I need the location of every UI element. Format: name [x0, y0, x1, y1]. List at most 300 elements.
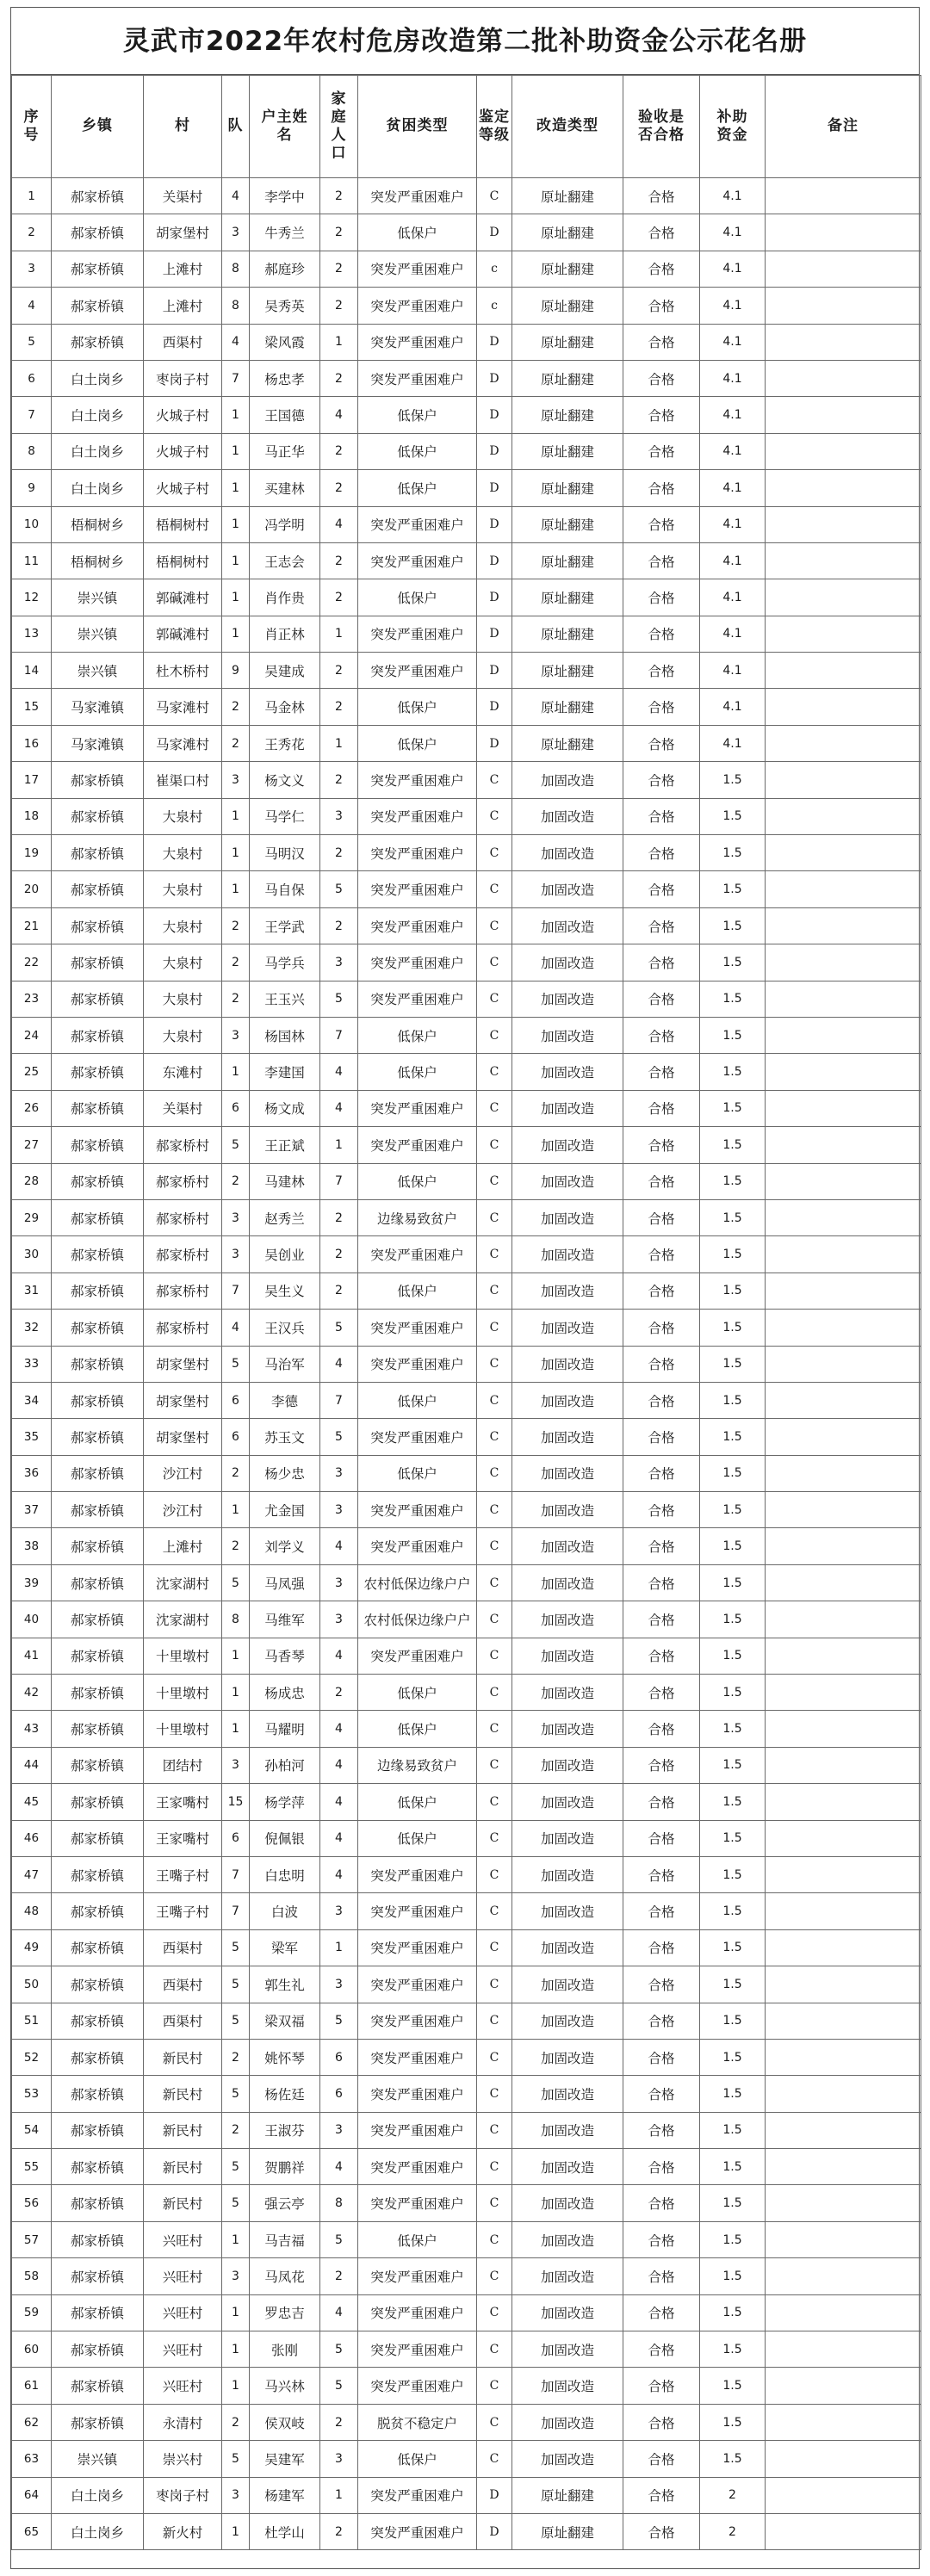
team-cell: 2 — [222, 944, 250, 981]
family-cell: 2 — [320, 1675, 358, 1711]
accepted-cell: 合格 — [623, 1382, 700, 1418]
team-cell: 1 — [222, 506, 250, 542]
renovation-cell: 加固改造 — [512, 1090, 623, 1126]
family-cell: 2 — [320, 542, 358, 579]
table-row — [12, 1638, 921, 1674]
name-cell: 杨国林 — [250, 1017, 320, 1053]
grade-cell: C — [477, 1054, 512, 1090]
remarks-cell — [766, 653, 921, 689]
family-cell: 1 — [320, 725, 358, 761]
team-cell: 5 — [222, 1127, 250, 1163]
seq-cell: 59 — [12, 2294, 52, 2331]
town-cell: 郝家桥镇 — [52, 798, 144, 834]
table-row — [12, 433, 921, 469]
family-cell: 4 — [320, 1747, 358, 1783]
team-cell: 6 — [222, 1382, 250, 1418]
team-cell: 5 — [222, 2185, 250, 2221]
team-cell: 3 — [222, 1747, 250, 1783]
accepted-cell: 合格 — [623, 1675, 700, 1711]
town-cell: 郝家桥镇 — [52, 178, 144, 214]
team-cell: 3 — [222, 1236, 250, 1273]
table-row — [12, 1199, 921, 1235]
subsidy-cell: 4.1 — [700, 288, 766, 324]
remarks-cell — [766, 835, 921, 871]
subsidy-cell: 1.5 — [700, 1455, 766, 1491]
accepted-cell: 合格 — [623, 579, 700, 616]
town-cell: 郝家桥镇 — [52, 2404, 144, 2440]
poverty-cell: 低保户 — [358, 1455, 477, 1491]
town-cell: 白土岗乡 — [52, 470, 144, 506]
town-cell: 郝家桥镇 — [52, 1090, 144, 1126]
village-cell: 大泉村 — [144, 981, 222, 1017]
table-row — [12, 1747, 921, 1783]
town-cell: 郝家桥镇 — [52, 1601, 144, 1638]
remarks-cell — [766, 178, 921, 214]
accepted-cell: 合格 — [623, 1346, 700, 1382]
table-row — [12, 1893, 921, 1929]
renovation-cell: 加固改造 — [512, 762, 623, 798]
seq-cell: 5 — [12, 324, 52, 360]
village-cell: 东滩村 — [144, 1054, 222, 1090]
renovation-cell: 加固改造 — [512, 1784, 623, 1820]
subsidy-cell: 1.5 — [700, 2076, 766, 2112]
village-cell: 梧桐树村 — [144, 506, 222, 542]
header-village: 村 — [144, 76, 222, 178]
village-cell: 沙江村 — [144, 1455, 222, 1491]
accepted-cell: 合格 — [623, 2185, 700, 2221]
village-cell: 兴旺村 — [144, 2221, 222, 2257]
remarks-cell — [766, 360, 921, 396]
poverty-cell: 突发严重困难户 — [358, 1492, 477, 1528]
accepted-cell: 合格 — [623, 1638, 700, 1674]
subsidy-cell: 1.5 — [700, 1382, 766, 1418]
renovation-cell: 加固改造 — [512, 1310, 623, 1346]
subsidy-cell: 1.5 — [700, 835, 766, 871]
seq-cell: 33 — [12, 1346, 52, 1382]
village-cell: 大泉村 — [144, 798, 222, 834]
village-cell: 新民村 — [144, 2076, 222, 2112]
town-cell: 郝家桥镇 — [52, 1966, 144, 2003]
town-cell: 郝家桥镇 — [52, 2076, 144, 2112]
accepted-cell: 合格 — [623, 288, 700, 324]
renovation-cell: 加固改造 — [512, 981, 623, 1017]
accepted-cell: 合格 — [623, 944, 700, 981]
seq-cell: 41 — [12, 1638, 52, 1674]
name-cell: 刘学义 — [250, 1528, 320, 1564]
village-cell: 新民村 — [144, 2149, 222, 2185]
table-row — [12, 506, 921, 542]
team-cell: 2 — [222, 981, 250, 1017]
town-cell: 郝家桥镇 — [52, 1711, 144, 1747]
table-row — [12, 1528, 921, 1564]
renovation-cell: 原址翻建 — [512, 178, 623, 214]
table-row — [12, 1601, 921, 1638]
grade-cell: C — [477, 798, 512, 834]
name-cell: 王国德 — [250, 397, 320, 433]
grade-cell: D — [477, 653, 512, 689]
renovation-cell: 加固改造 — [512, 1382, 623, 1418]
table-row — [12, 1856, 921, 1892]
remarks-cell — [766, 871, 921, 907]
accepted-cell: 合格 — [623, 542, 700, 579]
family-cell: 2 — [320, 2404, 358, 2440]
town-cell: 崇兴镇 — [52, 2441, 144, 2477]
renovation-cell: 加固改造 — [512, 1127, 623, 1163]
table-row — [12, 1455, 921, 1491]
renovation-cell: 加固改造 — [512, 1929, 623, 1966]
renovation-cell: 加固改造 — [512, 871, 623, 907]
poverty-cell: 低保户 — [358, 470, 477, 506]
subsidy-cell: 1.5 — [700, 2039, 766, 2075]
team-cell: 2 — [222, 1528, 250, 1564]
grade-cell: C — [477, 1564, 512, 1601]
poverty-cell: 突发严重困难户 — [358, 288, 477, 324]
remarks-cell — [766, 1054, 921, 1090]
renovation-cell: 加固改造 — [512, 2112, 623, 2148]
grade-cell: C — [477, 835, 512, 871]
name-cell: 马自保 — [250, 871, 320, 907]
family-cell: 6 — [320, 2039, 358, 2075]
name-cell: 王秀花 — [250, 725, 320, 761]
poverty-cell: 突发严重困难户 — [358, 798, 477, 834]
poverty-cell: 突发严重困难户 — [358, 1090, 477, 1126]
table-row — [12, 2258, 921, 2294]
subsidy-cell: 1.5 — [700, 981, 766, 1017]
poverty-cell: 突发严重困难户 — [358, 1966, 477, 2003]
grade-cell: C — [477, 178, 512, 214]
subsidy-cell: 1.5 — [700, 1346, 766, 1382]
remarks-cell — [766, 1455, 921, 1491]
poverty-cell: 农村低保边缘户户 — [358, 1601, 477, 1638]
family-cell: 5 — [320, 2331, 358, 2368]
team-cell: 8 — [222, 251, 250, 287]
remarks-cell — [766, 981, 921, 1017]
seq-cell: 47 — [12, 1856, 52, 1892]
grade-cell: C — [477, 1638, 512, 1674]
name-cell: 马吉福 — [250, 2221, 320, 2257]
town-cell: 郝家桥镇 — [52, 2003, 144, 2039]
poverty-cell: 突发严重困难户 — [358, 1127, 477, 1163]
town-cell: 郝家桥镇 — [52, 981, 144, 1017]
family-cell: 2 — [320, 2514, 358, 2550]
name-cell: 杨建军 — [250, 2477, 320, 2513]
grade-cell: D — [477, 616, 512, 652]
grade-cell: C — [477, 1310, 512, 1346]
family-cell: 3 — [320, 1893, 358, 1929]
poverty-cell: 低保户 — [358, 689, 477, 725]
remarks-cell — [766, 1127, 921, 1163]
team-cell: 1 — [222, 2514, 250, 2550]
team-cell: 2 — [222, 725, 250, 761]
accepted-cell: 合格 — [623, 1273, 700, 1309]
poverty-cell: 突发严重困难户 — [358, 835, 477, 871]
grade-cell: C — [477, 2003, 512, 2039]
renovation-cell: 加固改造 — [512, 1492, 623, 1528]
name-cell: 李德 — [250, 1382, 320, 1418]
town-cell: 郝家桥镇 — [52, 1929, 144, 1966]
renovation-cell: 加固改造 — [512, 1893, 623, 1929]
poverty-cell: 突发严重困难户 — [358, 360, 477, 396]
village-cell: 崇兴村 — [144, 2441, 222, 2477]
village-cell: 兴旺村 — [144, 2294, 222, 2331]
poverty-cell: 突发严重困难户 — [358, 178, 477, 214]
accepted-cell: 合格 — [623, 1711, 700, 1747]
name-cell: 吴生义 — [250, 1273, 320, 1309]
accepted-cell: 合格 — [623, 871, 700, 907]
renovation-cell: 加固改造 — [512, 2185, 623, 2221]
remarks-cell — [766, 251, 921, 287]
table-row — [12, 1929, 921, 1966]
accepted-cell: 合格 — [623, 725, 700, 761]
accepted-cell: 合格 — [623, 2076, 700, 2112]
family-cell: 4 — [320, 2149, 358, 2185]
remarks-cell — [766, 2076, 921, 2112]
team-cell: 7 — [222, 360, 250, 396]
accepted-cell: 合格 — [623, 470, 700, 506]
seq-cell: 43 — [12, 1711, 52, 1747]
poverty-cell: 边缘易致贫户 — [358, 1199, 477, 1235]
seq-cell: 17 — [12, 762, 52, 798]
grade-cell: C — [477, 1784, 512, 1820]
subsidy-cell: 1.5 — [700, 1856, 766, 1892]
seq-cell: 13 — [12, 616, 52, 652]
town-cell: 郝家桥镇 — [52, 2112, 144, 2148]
name-cell: 尤金国 — [250, 1492, 320, 1528]
renovation-cell: 原址翻建 — [512, 542, 623, 579]
town-cell: 郝家桥镇 — [52, 1017, 144, 1053]
seq-cell: 36 — [12, 1455, 52, 1491]
subsidy-cell: 1.5 — [700, 1929, 766, 1966]
subsidy-cell: 4.1 — [700, 178, 766, 214]
poverty-cell: 突发严重困难户 — [358, 1236, 477, 1273]
accepted-cell: 合格 — [623, 762, 700, 798]
town-cell: 白土岗乡 — [52, 2477, 144, 2513]
remarks-cell — [766, 542, 921, 579]
poverty-cell: 低保户 — [358, 397, 477, 433]
accepted-cell: 合格 — [623, 2258, 700, 2294]
accepted-cell: 合格 — [623, 1784, 700, 1820]
table-row — [12, 2368, 921, 2404]
renovation-cell: 加固改造 — [512, 1163, 623, 1199]
renovation-cell: 原址翻建 — [512, 653, 623, 689]
accepted-cell: 合格 — [623, 907, 700, 944]
accepted-cell: 合格 — [623, 1163, 700, 1199]
family-cell: 2 — [320, 835, 358, 871]
name-cell: 郝庭珍 — [250, 251, 320, 287]
renovation-cell: 加固改造 — [512, 1273, 623, 1309]
renovation-cell: 原址翻建 — [512, 616, 623, 652]
roster-table — [11, 75, 921, 2550]
renovation-cell: 加固改造 — [512, 944, 623, 981]
table-row — [12, 1346, 921, 1382]
grade-cell: C — [477, 2112, 512, 2148]
table-row — [12, 762, 921, 798]
grade-cell: C — [477, 1966, 512, 2003]
seq-cell: 14 — [12, 653, 52, 689]
grade-cell: C — [477, 871, 512, 907]
village-cell: 胡家堡村 — [144, 1419, 222, 1455]
renovation-cell: 加固改造 — [512, 2441, 623, 2477]
remarks-cell — [766, 2477, 921, 2513]
renovation-cell: 加固改造 — [512, 1675, 623, 1711]
renovation-cell: 加固改造 — [512, 1017, 623, 1053]
village-cell: 十里墩村 — [144, 1638, 222, 1674]
town-cell: 郝家桥镇 — [52, 762, 144, 798]
seq-cell: 54 — [12, 2112, 52, 2148]
seq-cell: 7 — [12, 397, 52, 433]
subsidy-cell: 4.1 — [700, 360, 766, 396]
village-cell: 新民村 — [144, 2039, 222, 2075]
team-cell: 3 — [222, 1017, 250, 1053]
table-row — [12, 214, 921, 251]
seq-cell: 4 — [12, 288, 52, 324]
team-cell: 1 — [222, 397, 250, 433]
remarks-cell — [766, 214, 921, 251]
remarks-cell — [766, 1273, 921, 1309]
grade-cell: C — [477, 2039, 512, 2075]
family-cell: 2 — [320, 1273, 358, 1309]
accepted-cell: 合格 — [623, 2331, 700, 2368]
seq-cell: 63 — [12, 2441, 52, 2477]
village-cell: 沈家湖村 — [144, 1564, 222, 1601]
name-cell: 马正华 — [250, 433, 320, 469]
table-row — [12, 653, 921, 689]
table-row — [12, 1820, 921, 1856]
subsidy-cell: 4.1 — [700, 579, 766, 616]
seq-cell: 15 — [12, 689, 52, 725]
header-renovation: 改造类型 — [512, 76, 623, 178]
poverty-cell: 低保户 — [358, 579, 477, 616]
poverty-cell: 突发严重困难户 — [358, 616, 477, 652]
poverty-cell: 突发严重困难户 — [358, 762, 477, 798]
name-cell: 杨成忠 — [250, 1675, 320, 1711]
renovation-cell: 加固改造 — [512, 2149, 623, 2185]
team-cell: 2 — [222, 907, 250, 944]
grade-cell: C — [477, 762, 512, 798]
remarks-cell — [766, 1310, 921, 1346]
accepted-cell: 合格 — [623, 397, 700, 433]
remarks-cell — [766, 2404, 921, 2440]
seq-cell: 30 — [12, 1236, 52, 1273]
seq-cell: 39 — [12, 1564, 52, 1601]
table-row — [12, 2294, 921, 2331]
village-cell: 上滩村 — [144, 288, 222, 324]
town-cell: 郝家桥镇 — [52, 1382, 144, 1418]
name-cell: 吴建成 — [250, 653, 320, 689]
subsidy-cell: 1.5 — [700, 2294, 766, 2331]
family-cell: 7 — [320, 1163, 358, 1199]
subsidy-cell: 1.5 — [700, 2368, 766, 2404]
table-row — [12, 251, 921, 287]
subsidy-cell: 1.5 — [700, 762, 766, 798]
poverty-cell: 突发严重困难户 — [358, 1893, 477, 1929]
family-cell: 2 — [320, 653, 358, 689]
team-cell: 4 — [222, 1310, 250, 1346]
town-cell: 崇兴镇 — [52, 653, 144, 689]
name-cell: 马明汉 — [250, 835, 320, 871]
team-cell: 3 — [222, 214, 250, 251]
team-cell: 5 — [222, 2003, 250, 2039]
accepted-cell: 合格 — [623, 1601, 700, 1638]
grade-cell: C — [477, 1273, 512, 1309]
grade-cell: C — [477, 1747, 512, 1783]
poverty-cell: 脱贫不稳定户 — [358, 2404, 477, 2440]
grade-cell: D — [477, 433, 512, 469]
table-row — [12, 1236, 921, 1273]
name-cell: 杨学萍 — [250, 1784, 320, 1820]
seq-cell: 25 — [12, 1054, 52, 1090]
village-cell: 新民村 — [144, 2112, 222, 2148]
town-cell: 郝家桥镇 — [52, 944, 144, 981]
table-row — [12, 1382, 921, 1418]
village-cell: 大泉村 — [144, 1017, 222, 1053]
grade-cell: C — [477, 1455, 512, 1491]
subsidy-cell: 1.5 — [700, 1236, 766, 1273]
seq-cell: 24 — [12, 1017, 52, 1053]
town-cell: 郝家桥镇 — [52, 1564, 144, 1601]
renovation-cell: 加固改造 — [512, 1638, 623, 1674]
town-cell: 郝家桥镇 — [52, 1236, 144, 1273]
village-cell: 沙江村 — [144, 1492, 222, 1528]
village-cell: 关渠村 — [144, 178, 222, 214]
seq-cell: 28 — [12, 1163, 52, 1199]
name-cell: 肖正林 — [250, 616, 320, 652]
subsidy-cell: 1.5 — [700, 1090, 766, 1126]
table-row — [12, 981, 921, 1017]
renovation-cell: 加固改造 — [512, 2003, 623, 2039]
family-cell: 5 — [320, 2003, 358, 2039]
seq-cell: 44 — [12, 1747, 52, 1783]
remarks-cell — [766, 288, 921, 324]
grade-cell: C — [477, 1199, 512, 1235]
subsidy-cell: 1.5 — [700, 1273, 766, 1309]
remarks-cell — [766, 1492, 921, 1528]
town-cell: 郝家桥镇 — [52, 288, 144, 324]
town-cell: 郝家桥镇 — [52, 1310, 144, 1346]
accepted-cell: 合格 — [623, 981, 700, 1017]
family-cell: 2 — [320, 1236, 358, 1273]
remarks-cell — [766, 2294, 921, 2331]
accepted-cell: 合格 — [623, 2441, 700, 2477]
table-row — [12, 397, 921, 433]
family-cell: 1 — [320, 1929, 358, 1966]
village-cell: 郝家桥村 — [144, 1273, 222, 1309]
family-cell: 2 — [320, 689, 358, 725]
subsidy-cell: 1.5 — [700, 1675, 766, 1711]
remarks-cell — [766, 1090, 921, 1126]
table-row — [12, 1784, 921, 1820]
accepted-cell: 合格 — [623, 1017, 700, 1053]
remarks-cell — [766, 1528, 921, 1564]
village-cell: 火城子村 — [144, 433, 222, 469]
poverty-cell: 低保户 — [358, 725, 477, 761]
table-row — [12, 178, 921, 214]
accepted-cell: 合格 — [623, 1419, 700, 1455]
team-cell: 8 — [222, 288, 250, 324]
name-cell: 王玉兴 — [250, 981, 320, 1017]
team-cell: 1 — [222, 798, 250, 834]
name-cell: 白波 — [250, 1893, 320, 1929]
seq-cell: 29 — [12, 1199, 52, 1235]
grade-cell: D — [477, 506, 512, 542]
village-cell: 胡家堡村 — [144, 214, 222, 251]
family-cell: 2 — [320, 251, 358, 287]
grade-cell: D — [477, 360, 512, 396]
remarks-cell — [766, 1929, 921, 1966]
poverty-cell: 低保户 — [358, 1675, 477, 1711]
team-cell: 3 — [222, 2258, 250, 2294]
village-cell: 永清村 — [144, 2404, 222, 2440]
